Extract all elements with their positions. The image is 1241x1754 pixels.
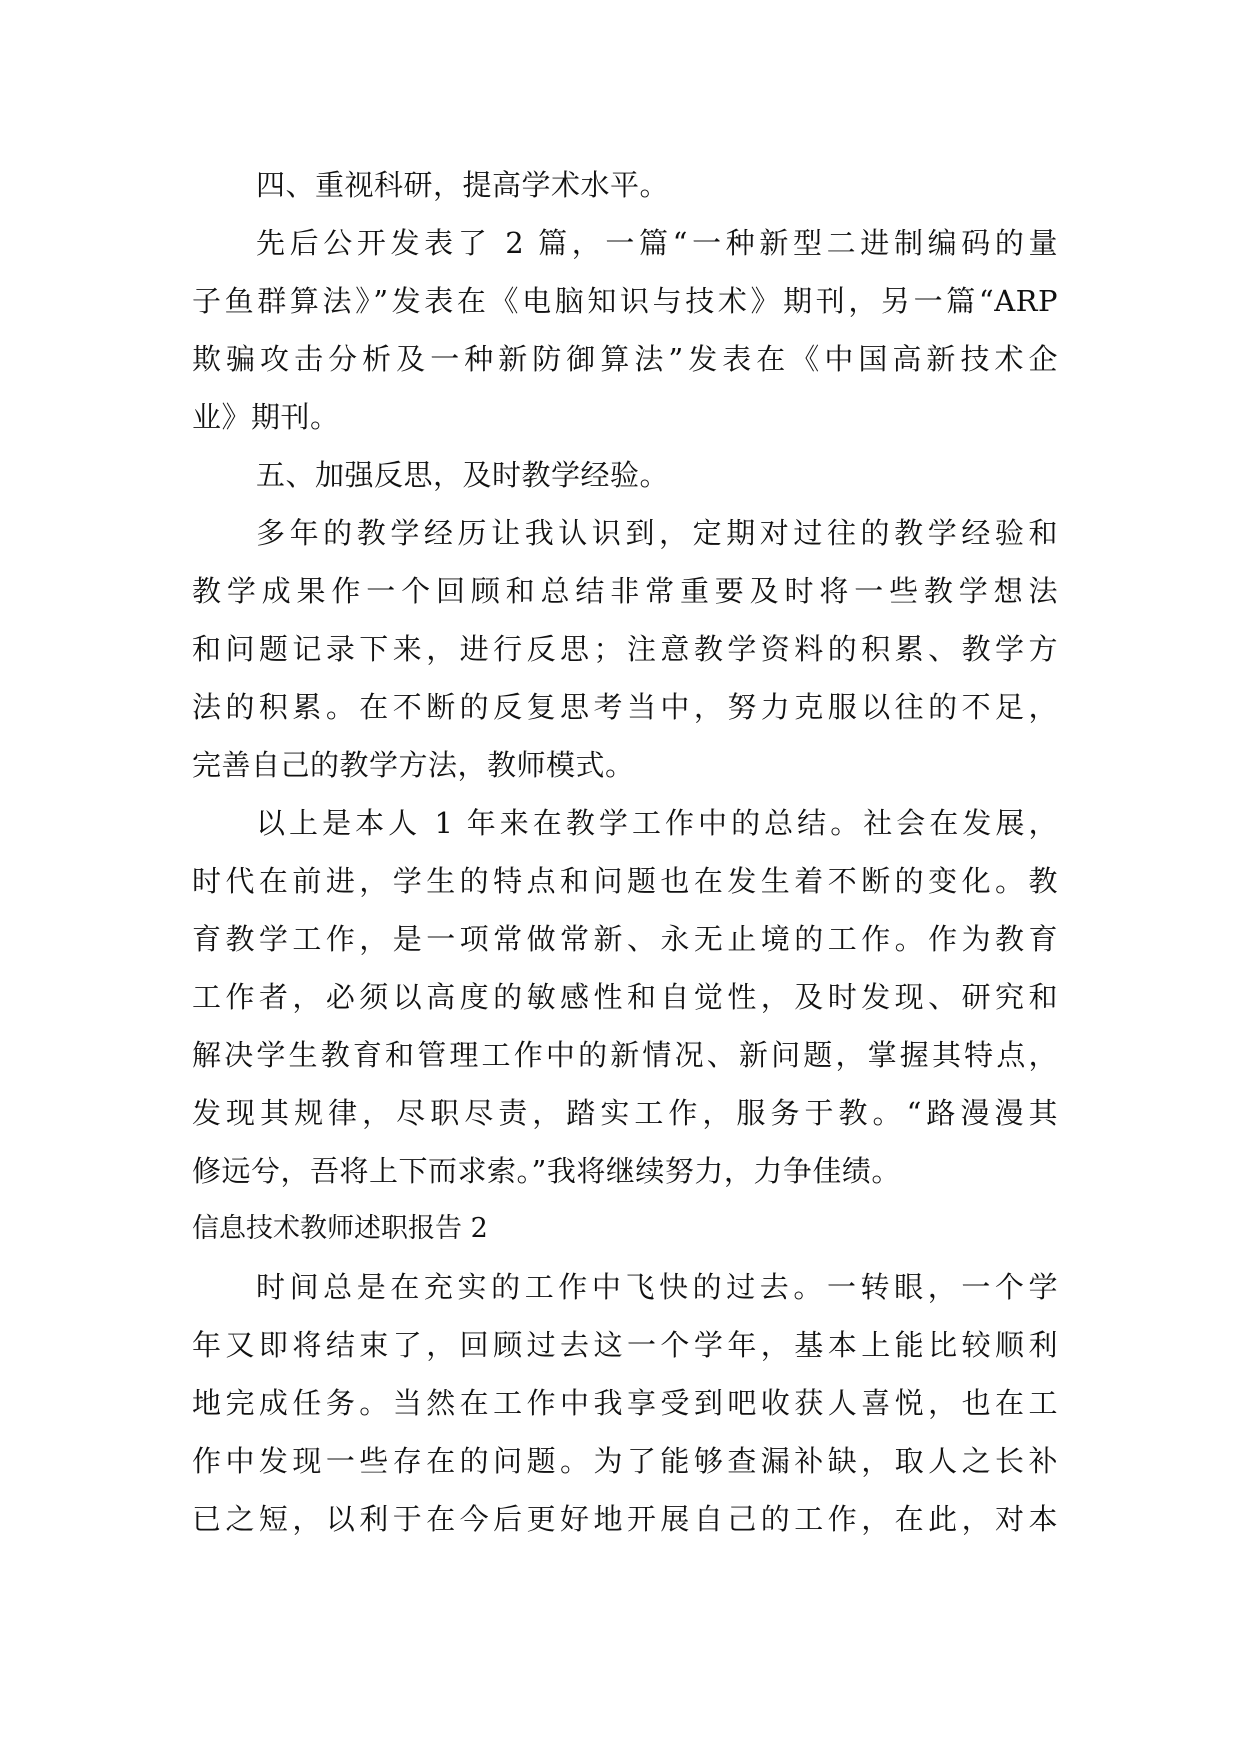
paragraph-line: 时间总是在充实的工作中飞快的过去。一转眼，一个学 <box>256 1270 1058 1304</box>
paragraph-line: 作中发现一些存在的问题。为了能够查漏补缺，取人之长补 <box>192 1444 1058 1478</box>
paragraph-line: 年又即将结束了，回顾过去这一个学年，基本上能比较顺利 <box>192 1328 1058 1362</box>
paragraph-line: 发现其规律，尽职尽责，踏实工作，服务于教。“路漫漫其 <box>192 1096 1058 1130</box>
paragraph-line: 已之短，以利于在今后更好地开展自己的工作，在此，对本 <box>192 1502 1058 1536</box>
paragraph-line: 工作者，必须以高度的敏感性和自觉性，及时发现、研究和 <box>192 980 1058 1014</box>
paragraph-line: 法的积累。在不断的反复思考当中，努力克服以往的不足， <box>192 690 1058 724</box>
section-heading-reflection: 五、加强反思，及时教学经验。 <box>256 458 670 492</box>
paragraph-line: 多年的教学经历让我认识到，定期对过往的教学经验和 <box>256 516 1058 550</box>
paragraph-line: 以上是本人 1 年来在教学工作中的总结。社会在发展， <box>256 806 1058 840</box>
paragraph-line: 子鱼群算法》”发表在《电脑知识与技术》期刊，另一篇“ARP <box>192 284 1058 318</box>
paragraph-line: 教学成果作一个回顾和总结非常重要及时将一些教学想法 <box>192 574 1058 608</box>
paragraph-line: 育教学工作，是一项常做常新、永无止境的工作。作为教育 <box>192 922 1058 956</box>
paragraph-line: 先后公开发表了 2 篇，一篇“一种新型二进制编码的量 <box>256 226 1058 260</box>
section-heading-research: 四、重视科研，提高学术水平。 <box>256 168 670 202</box>
paragraph-line: 和问题记录下来，进行反思；注意教学资料的积累、教学方 <box>192 632 1058 666</box>
paragraph-line: 解决学生教育和管理工作中的新情况、新问题，掌握其特点， <box>192 1038 1058 1072</box>
paragraph-line: 时代在前进，学生的特点和问题也在发生着不断的变化。教 <box>192 864 1058 898</box>
document-body <box>192 156 1058 1548</box>
paragraph-line: 修远兮，吾将上下而求索。”我将继续努力，力争佳绩。 <box>192 1154 901 1188</box>
paragraph-line: 欺骗攻击分析及一种新防御算法”发表在《中国高新技术企 <box>192 342 1058 376</box>
paragraph-line: 地完成任务。当然在工作中我享受到吧收获人喜悦，也在工 <box>192 1386 1058 1420</box>
paragraph-line: 业》期刊。 <box>192 400 340 434</box>
paragraph-line: 完善自己的教学方法，教师模式。 <box>192 748 635 782</box>
report-title: 信息技术教师述职报告 2 <box>192 1213 488 1244</box>
